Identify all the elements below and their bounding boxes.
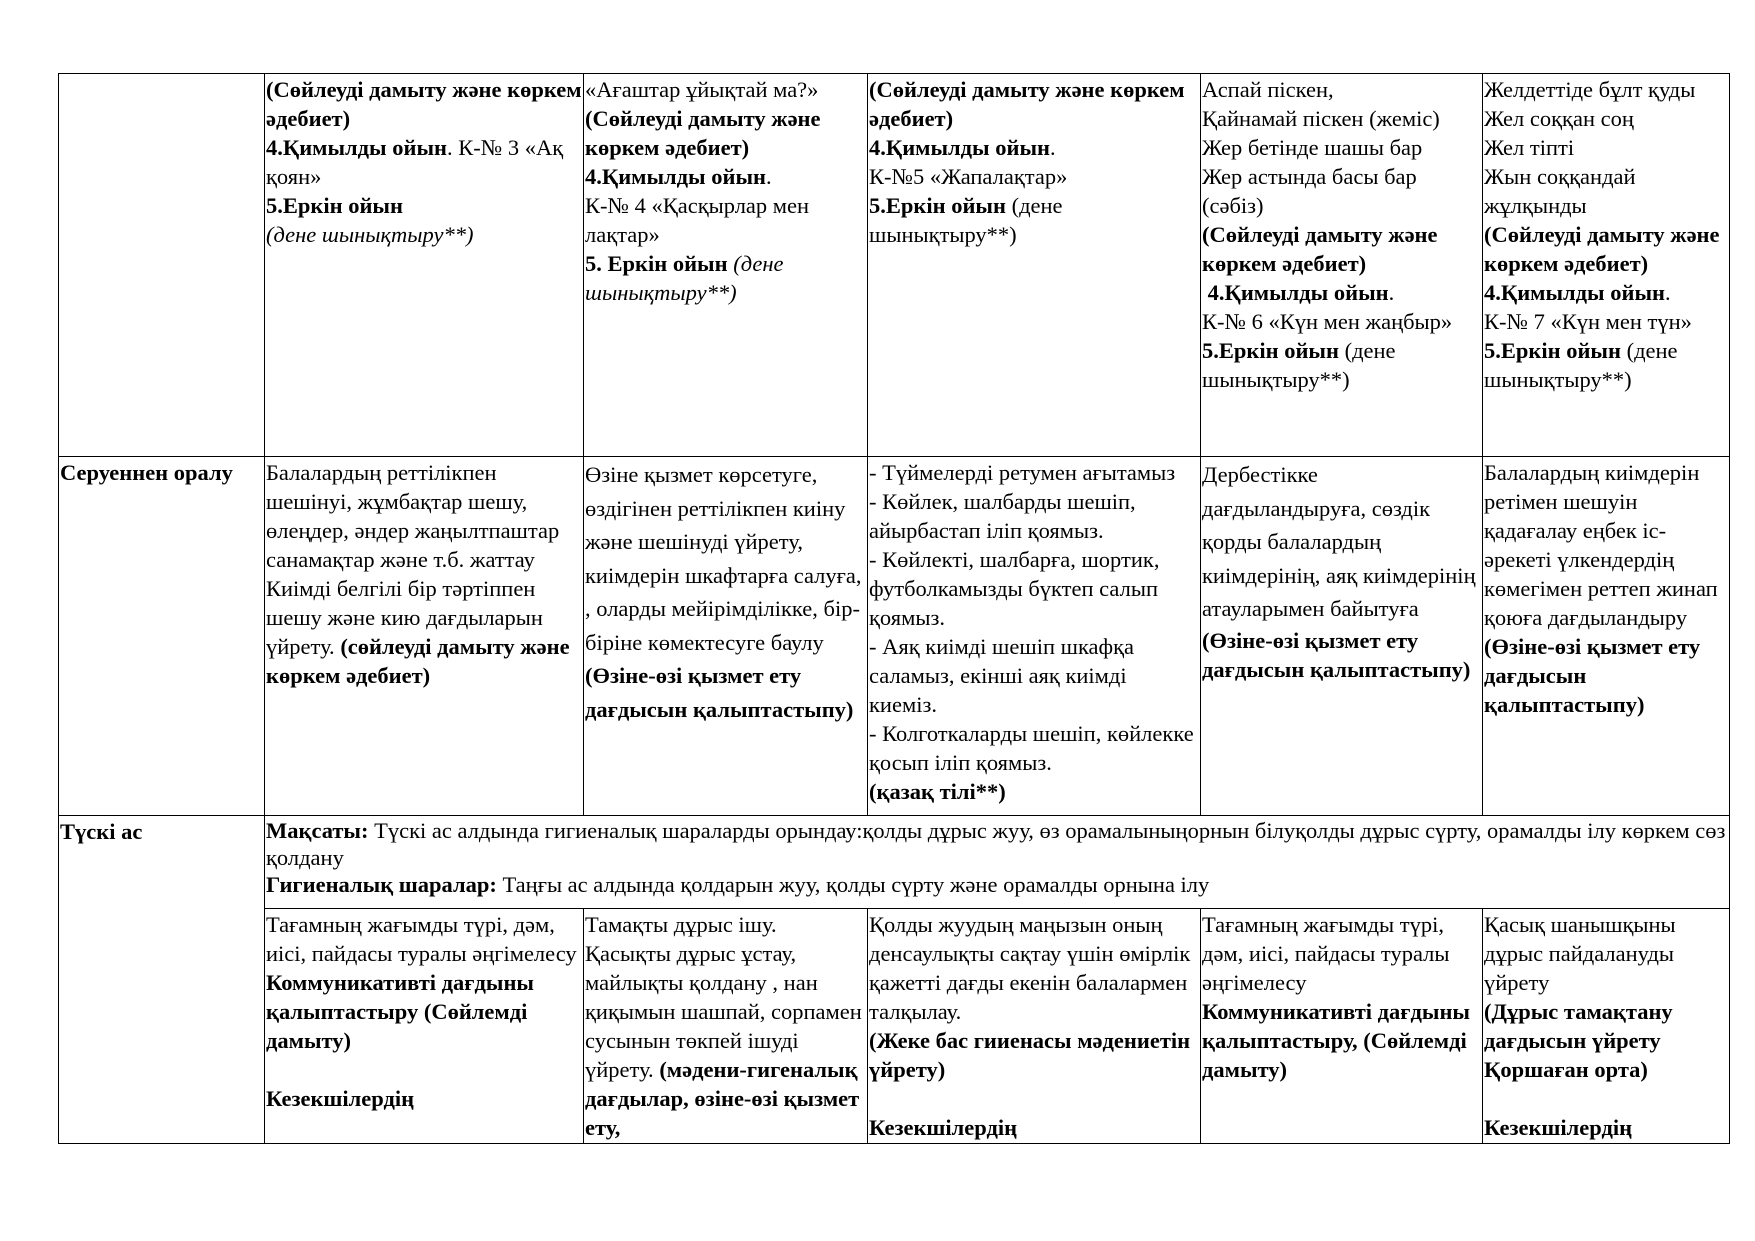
riddle-line: Желдеттіде бұлт қуды bbox=[1484, 77, 1696, 102]
riddle-line: Қайнамай піскен (жеміс) bbox=[1202, 106, 1440, 131]
cell-text-bold: Коммуникативті дағдыны қалыптастыру, (Сөйлемді дамыту) bbox=[1202, 999, 1471, 1082]
list-item: - Түймелерді ретумен ағытамыз bbox=[869, 460, 1176, 485]
cell-text: (Сөйлеуді дамыту және көркем әдебиет) bbox=[1484, 222, 1731, 276]
cell-text: 4.Қимылды ойын. bbox=[1484, 280, 1671, 305]
cell-text: К-№ 4 «Қасқырлар мен лақтар» bbox=[585, 193, 810, 247]
spacer bbox=[869, 1084, 1199, 1113]
riddle-line: жұлқынды bbox=[1484, 193, 1587, 218]
cell-day1-return bbox=[265, 457, 584, 816]
hygiene-text: Гигиеналық шаралар: Таңғы ас алдында қолдарын жуу, қолды сүрту және орамалды орнына ілу bbox=[266, 872, 1210, 897]
riddle-line: Жел соққан соң bbox=[1484, 106, 1634, 131]
spacer bbox=[1484, 1084, 1728, 1113]
cell-text: 4.Қимылды ойын. bbox=[585, 164, 772, 189]
list-item: - Аяқ киімді шешіп шкафқа саламыз, екінші аяқ киімді киеміз. bbox=[869, 634, 1135, 717]
cell-text-bold: (Өзіне-өзі қызмет ету дағдысын қалыптастыпу) bbox=[585, 663, 854, 722]
cell-text: 4.Қимылды ойын. bbox=[869, 135, 1056, 160]
cell-text: Өзіне қызмет көрсетуге, өздігінен реттілікпен киіну және шешінуді үйрету, киімдерін шкафтарға салуға, , оларды мейірімділікке, бір-біріне көмектесуге баулу bbox=[585, 462, 862, 655]
row-label: Серуеннен оралу bbox=[59, 457, 265, 816]
row-label-empty bbox=[59, 74, 265, 457]
cell-lunch-goal bbox=[265, 816, 1730, 909]
cell-text: Тамақты дұрыс ішу. Қасықты дұрыс ұстау, майлықты қолдану , нан қиқымын шашпай, сорпамен сусынын төкпей ішуді үйрету. bbox=[585, 912, 862, 1082]
spacer bbox=[266, 1055, 582, 1084]
table-row-lunch-days bbox=[59, 909, 1730, 1144]
cell-text-bold: (Жеке бас гииенасы мәдениетін үйрету) bbox=[869, 1028, 1191, 1082]
list-item: - Колготкаларды шешіп, көйлекке қосып іліп қоямыз. bbox=[869, 721, 1194, 775]
cell-text: Тағамның жағымды түрі, дәм, иісі, пайдасы туралы әңгімелесу bbox=[1202, 912, 1450, 995]
cell-text: 5.Еркін ойын (дене шынықтыру**) bbox=[869, 193, 1063, 247]
cell-text-bold: Кезекшілердің bbox=[1484, 1115, 1633, 1140]
cell-day5-return bbox=[1483, 457, 1730, 816]
cell-text: Қолды жуудың маңызын оның денсаулықты сақтау үшін өмірлік қажетті дағды екенін балалармен талқылау. bbox=[869, 912, 1191, 1024]
cell-text: 4.Қимылды ойын. К-№ 3 «Ақ қоян» bbox=[266, 135, 564, 189]
riddle-line: (сәбіз) bbox=[1202, 193, 1264, 218]
cell-text-bold: (Дұрыс тамақтану дағдысын үйрету Қоршаған орта) bbox=[1484, 999, 1673, 1082]
cell-day2-return bbox=[584, 457, 868, 816]
cell-text: «Ағаштар ұйықтай ма?» bbox=[585, 77, 819, 102]
riddle-line: Жын соққандай bbox=[1484, 164, 1636, 189]
cell-day4-return bbox=[1201, 457, 1483, 816]
cell-day2-games bbox=[584, 74, 868, 457]
cell-day3-games bbox=[868, 74, 1201, 457]
cell-text: Тағамның жағымды түрі, дәм, иісі, пайдасы туралы әңгімелесу bbox=[266, 912, 577, 966]
cell-text: К-№ 7 «Күн мен түн» bbox=[1484, 309, 1692, 334]
cell-day1-games bbox=[265, 74, 584, 457]
table-row-return-from-walk bbox=[59, 457, 1730, 816]
cell-day3-lunch bbox=[868, 909, 1201, 1144]
cell-text: Балалардың реттілікпен шешінуі, жұмбақтар шешу, өлеңдер, әндер жаңылтпаштар санамақтар және т.б. жаттау Киімді белгілі бір тәртіппен шешу және кию дағдыларын үйрету. bbox=[266, 460, 560, 659]
cell-text: (Сөйлеуді дамыту және көркем әдебиет) bbox=[266, 77, 582, 131]
cell-text-bold: (Өзіне-өзі қызмет ету дағдысын қалыптастыпу) bbox=[1484, 634, 1701, 717]
cell-text: Дербестікке дағдыландыруға, сөздік қорды балалардың киімдерінің, аяқ киімдерінің атауларымен байытуға bbox=[1202, 462, 1476, 621]
cell-text: (дене шынықтыру**) bbox=[266, 222, 474, 247]
cell-day4-games bbox=[1201, 74, 1483, 457]
cell-day3-return bbox=[868, 457, 1201, 816]
table-row-lunch-goal bbox=[59, 816, 1730, 909]
cell-text: 5. Еркін ойын (дене шынықтыру**) bbox=[585, 251, 784, 305]
cell-text: 4.Қимылды ойын. bbox=[1202, 280, 1395, 305]
cell-text: К-№5 «Жапалақтар» bbox=[869, 164, 1068, 189]
cell-text: (Сөйлеуді дамыту және көркем әдебиет) bbox=[869, 77, 1185, 131]
cell-text-bold: (қазақ тілі**) bbox=[869, 779, 1006, 804]
cell-text: К-№ 6 «Күн мен жаңбыр» bbox=[1202, 309, 1453, 334]
cell-text-bold: (сөйлеуді дамыту және көркем әдебиет) bbox=[266, 634, 570, 688]
schedule-table bbox=[58, 73, 1730, 1144]
cell-text: Қасық шанышқыны дұрыс пайдалануды үйрету bbox=[1484, 912, 1676, 995]
cell-text-bold: Кезекшілердің bbox=[869, 1115, 1018, 1140]
cell-day2-lunch bbox=[584, 909, 868, 1144]
riddle-line: Аспай піскен, bbox=[1202, 77, 1334, 102]
cell-day4-lunch bbox=[1201, 909, 1483, 1144]
cell-text-bold: Коммуникативті дағдыны қалыптастыру (Сөйлемді дамыту) bbox=[266, 970, 535, 1053]
cell-text-bold: Кезекшілердің bbox=[266, 1086, 415, 1111]
riddle-line: Жер астында басы бар bbox=[1202, 164, 1417, 189]
cell-text: 5.Еркін ойын bbox=[266, 193, 403, 218]
cell-day5-lunch bbox=[1483, 909, 1730, 1144]
riddle-line: Жер бетінде шашы бар bbox=[1202, 135, 1423, 160]
row-label: Түскі ас bbox=[59, 816, 265, 1144]
list-item: - Көйлек, шалбарды шешіп, айырбастап іліп қоямыз. bbox=[869, 489, 1136, 543]
cell-text: 5.Еркін ойын (дене шынықтыру**) bbox=[1484, 338, 1678, 392]
list-item: - Көйлекті, шалбарға, шортик, футболкамызды бүктеп салып қоямыз. bbox=[869, 547, 1160, 630]
cell-text: (Сөйлеуді дамыту және көркем әдебиет) bbox=[1202, 222, 1438, 276]
cell-day5-games bbox=[1483, 74, 1730, 457]
table-row-games bbox=[59, 74, 1730, 457]
cell-day1-lunch bbox=[265, 909, 584, 1144]
riddle-line: Жел тіпті bbox=[1484, 135, 1575, 160]
cell-text: (Сөйлеуді дамыту және көркем әдебиет) bbox=[585, 106, 821, 160]
cell-text-bold: (Өзіне-өзі қызмет ету дағдысын қалыптастыпу) bbox=[1202, 627, 1471, 682]
cell-text-bold: (мәдени-гигеналық дағдылар, өзіне-өзі қызмет ету, bbox=[585, 1057, 860, 1140]
cell-text: 5.Еркін ойын (дене шынықтыру**) bbox=[1202, 338, 1396, 392]
cell-text: Балалардың киімдерін ретімен шешуін қадағалау еңбек іс-әрекеті үлкендердің көмегімен реттеп жинап қоюға дағдыландыру bbox=[1484, 460, 1718, 630]
goal-text: Мақсаты: Түскі ас алдында гигиеналық шараларды орындау:қолды дұрыс жуу, өз орамалыныңорнын білуқолды дұрыс сүрту, орамалды ілу көркем сөз қолдану bbox=[266, 818, 1726, 870]
